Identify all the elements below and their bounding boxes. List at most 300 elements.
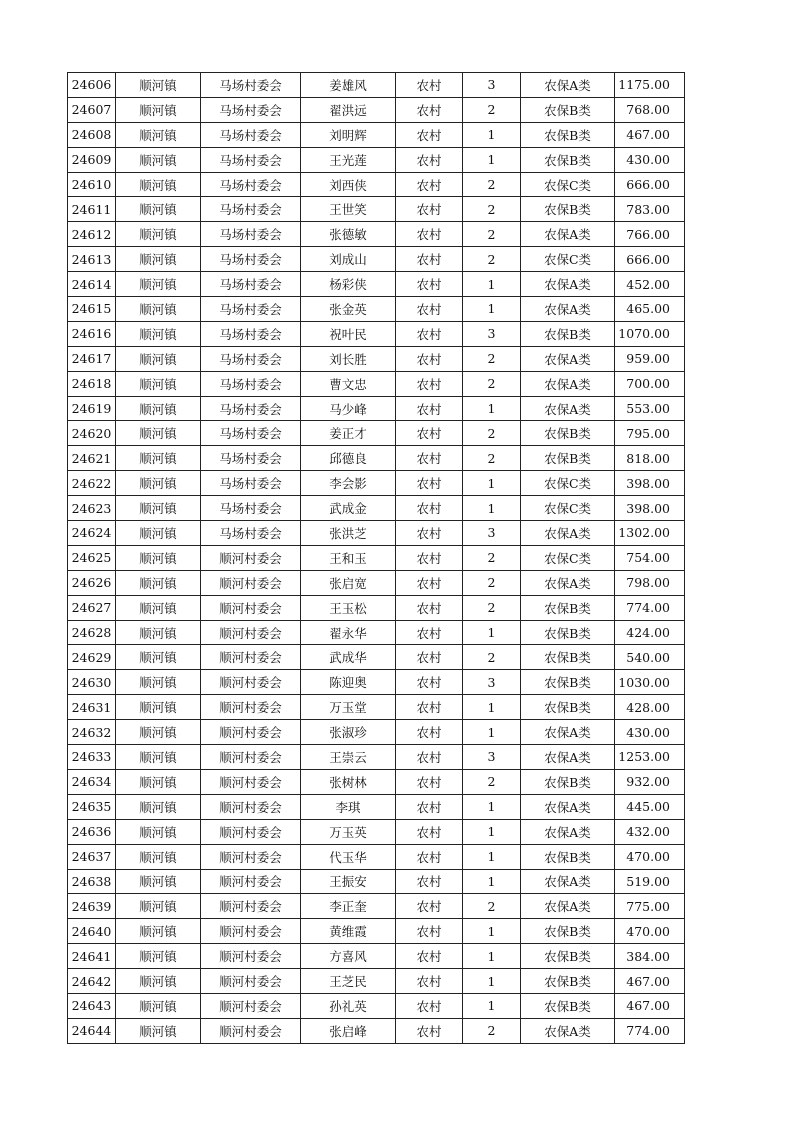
village-cell: 马场村委会: [201, 297, 301, 322]
amount-cell: 398.00: [615, 471, 685, 496]
name-cell: 杨彩侠: [301, 272, 396, 297]
amount-cell: 430.00: [615, 720, 685, 745]
town-cell: 顺河镇: [116, 321, 201, 346]
town-cell: 顺河镇: [116, 97, 201, 122]
name-cell: 刘长胜: [301, 346, 396, 371]
town-cell: 顺河镇: [116, 521, 201, 546]
row-id-cell: 24617: [68, 346, 116, 371]
area-type-cell: 农村: [396, 73, 463, 98]
household-size-cell: 1: [463, 844, 521, 869]
table-row: [68, 471, 685, 496]
amount-cell: 666.00: [615, 172, 685, 197]
amount-cell: 774.00: [615, 595, 685, 620]
category-cell: 农保C类: [521, 247, 615, 272]
area-type-cell: 农村: [396, 222, 463, 247]
amount-cell: 1030.00: [615, 670, 685, 695]
category-cell: 农保B类: [521, 670, 615, 695]
amount-cell: 553.00: [615, 396, 685, 421]
row-id-cell: 24637: [68, 844, 116, 869]
household-size-cell: 1: [463, 396, 521, 421]
amount-cell: 932.00: [615, 769, 685, 794]
table-row: [68, 944, 685, 969]
town-cell: 顺河镇: [116, 944, 201, 969]
category-cell: 农保A类: [521, 819, 615, 844]
table-row: [68, 620, 685, 645]
village-cell: 顺河村委会: [201, 844, 301, 869]
village-cell: 顺河村委会: [201, 869, 301, 894]
town-cell: 顺河镇: [116, 272, 201, 297]
category-cell: 农保A类: [521, 794, 615, 819]
area-type-cell: 农村: [396, 97, 463, 122]
town-cell: 顺河镇: [116, 197, 201, 222]
row-id-cell: 24644: [68, 1018, 116, 1043]
name-cell: 武成华: [301, 645, 396, 670]
category-cell: 农保B类: [521, 97, 615, 122]
amount-cell: 445.00: [615, 794, 685, 819]
village-cell: 马场村委会: [201, 396, 301, 421]
category-cell: 农保B类: [521, 645, 615, 670]
category-cell: 农保A类: [521, 73, 615, 98]
area-type-cell: 农村: [396, 969, 463, 994]
table-row: [68, 969, 685, 994]
table-row: [68, 720, 685, 745]
area-type-cell: 农村: [396, 247, 463, 272]
name-cell: 刘成山: [301, 247, 396, 272]
category-cell: 农保A类: [521, 869, 615, 894]
village-cell: 马场村委会: [201, 172, 301, 197]
row-id-cell: 24615: [68, 297, 116, 322]
name-cell: 代玉华: [301, 844, 396, 869]
category-cell: 农保C类: [521, 545, 615, 570]
household-size-cell: 1: [463, 919, 521, 944]
amount-cell: 1070.00: [615, 321, 685, 346]
table-row: [68, 869, 685, 894]
town-cell: 顺河镇: [116, 122, 201, 147]
village-cell: 顺河村委会: [201, 545, 301, 570]
table-row: [68, 794, 685, 819]
name-cell: 张树林: [301, 769, 396, 794]
town-cell: 顺河镇: [116, 247, 201, 272]
town-cell: 顺河镇: [116, 496, 201, 521]
area-type-cell: 农村: [396, 147, 463, 172]
village-cell: 马场村委会: [201, 421, 301, 446]
village-cell: 顺河村委会: [201, 794, 301, 819]
area-type-cell: 农村: [396, 346, 463, 371]
name-cell: 姜雄风: [301, 73, 396, 98]
area-type-cell: 农村: [396, 321, 463, 346]
household-size-cell: 2: [463, 172, 521, 197]
area-type-cell: 农村: [396, 794, 463, 819]
name-cell: 陈迎奥: [301, 670, 396, 695]
category-cell: 农保B类: [521, 620, 615, 645]
village-cell: 顺河村委会: [201, 745, 301, 770]
area-type-cell: 农村: [396, 297, 463, 322]
row-id-cell: 24625: [68, 545, 116, 570]
row-id-cell: 24609: [68, 147, 116, 172]
table-row: [68, 595, 685, 620]
table-row: [68, 819, 685, 844]
row-id-cell: 24641: [68, 944, 116, 969]
amount-cell: 540.00: [615, 645, 685, 670]
table-row: [68, 222, 685, 247]
village-cell: 马场村委会: [201, 272, 301, 297]
town-cell: 顺河镇: [116, 172, 201, 197]
category-cell: 农保B类: [521, 969, 615, 994]
area-type-cell: 农村: [396, 894, 463, 919]
area-type-cell: 农村: [396, 769, 463, 794]
area-type-cell: 农村: [396, 819, 463, 844]
row-id-cell: 24614: [68, 272, 116, 297]
town-cell: 顺河镇: [116, 545, 201, 570]
village-cell: 马场村委会: [201, 247, 301, 272]
category-cell: 农保B类: [521, 769, 615, 794]
name-cell: 武成金: [301, 496, 396, 521]
area-type-cell: 农村: [396, 695, 463, 720]
area-type-cell: 农村: [396, 993, 463, 1018]
row-id-cell: 24632: [68, 720, 116, 745]
amount-cell: 424.00: [615, 620, 685, 645]
category-cell: 农保B类: [521, 147, 615, 172]
name-cell: 刘明辉: [301, 122, 396, 147]
village-cell: 顺河村委会: [201, 819, 301, 844]
row-id-cell: 24638: [68, 869, 116, 894]
town-cell: 顺河镇: [116, 919, 201, 944]
table-row: [68, 645, 685, 670]
amount-cell: 775.00: [615, 894, 685, 919]
area-type-cell: 农村: [396, 869, 463, 894]
town-cell: 顺河镇: [116, 745, 201, 770]
village-cell: 马场村委会: [201, 446, 301, 471]
row-id-cell: 24642: [68, 969, 116, 994]
village-cell: 马场村委会: [201, 521, 301, 546]
area-type-cell: 农村: [396, 720, 463, 745]
amount-cell: 1302.00: [615, 521, 685, 546]
table-row: [68, 496, 685, 521]
category-cell: 农保B类: [521, 197, 615, 222]
table-row: [68, 396, 685, 421]
category-cell: 农保C类: [521, 172, 615, 197]
household-size-cell: 2: [463, 346, 521, 371]
row-id-cell: 24623: [68, 496, 116, 521]
category-cell: 农保A类: [521, 371, 615, 396]
town-cell: 顺河镇: [116, 993, 201, 1018]
village-cell: 顺河村委会: [201, 969, 301, 994]
amount-cell: 754.00: [615, 545, 685, 570]
town-cell: 顺河镇: [116, 446, 201, 471]
amount-cell: 798.00: [615, 570, 685, 595]
household-size-cell: 1: [463, 944, 521, 969]
area-type-cell: 农村: [396, 371, 463, 396]
area-type-cell: 农村: [396, 471, 463, 496]
row-id-cell: 24611: [68, 197, 116, 222]
household-size-cell: 1: [463, 496, 521, 521]
table-row: [68, 670, 685, 695]
amount-cell: 666.00: [615, 247, 685, 272]
amount-cell: 768.00: [615, 97, 685, 122]
name-cell: 王崇云: [301, 745, 396, 770]
village-cell: 马场村委会: [201, 496, 301, 521]
category-cell: 农保B类: [521, 421, 615, 446]
village-cell: 顺河村委会: [201, 695, 301, 720]
town-cell: 顺河镇: [116, 670, 201, 695]
household-size-cell: 2: [463, 894, 521, 919]
name-cell: 刘西侠: [301, 172, 396, 197]
area-type-cell: 农村: [396, 944, 463, 969]
household-size-cell: 2: [463, 595, 521, 620]
table-row: [68, 745, 685, 770]
name-cell: 张启峰: [301, 1018, 396, 1043]
household-size-cell: 3: [463, 73, 521, 98]
table-row: [68, 321, 685, 346]
row-id-cell: 24619: [68, 396, 116, 421]
row-id-cell: 24640: [68, 919, 116, 944]
category-cell: 农保B类: [521, 919, 615, 944]
town-cell: 顺河镇: [116, 570, 201, 595]
row-id-cell: 24616: [68, 321, 116, 346]
household-size-cell: 2: [463, 247, 521, 272]
village-cell: 顺河村委会: [201, 570, 301, 595]
category-cell: 农保A类: [521, 570, 615, 595]
category-cell: 农保A类: [521, 521, 615, 546]
row-id-cell: 24634: [68, 769, 116, 794]
name-cell: 王振安: [301, 869, 396, 894]
household-size-cell: 2: [463, 570, 521, 595]
row-id-cell: 24612: [68, 222, 116, 247]
amount-cell: 818.00: [615, 446, 685, 471]
amount-cell: 959.00: [615, 346, 685, 371]
category-cell: 农保B类: [521, 122, 615, 147]
row-id-cell: 24610: [68, 172, 116, 197]
village-cell: 顺河村委会: [201, 1018, 301, 1043]
area-type-cell: 农村: [396, 197, 463, 222]
household-size-cell: 1: [463, 695, 521, 720]
name-cell: 王玉松: [301, 595, 396, 620]
household-size-cell: 1: [463, 969, 521, 994]
town-cell: 顺河镇: [116, 969, 201, 994]
household-size-cell: 1: [463, 720, 521, 745]
town-cell: 顺河镇: [116, 819, 201, 844]
area-type-cell: 农村: [396, 272, 463, 297]
household-size-cell: 1: [463, 147, 521, 172]
village-cell: 顺河村委会: [201, 645, 301, 670]
household-size-cell: 3: [463, 745, 521, 770]
amount-cell: 700.00: [615, 371, 685, 396]
household-size-cell: 2: [463, 197, 521, 222]
name-cell: 邱德良: [301, 446, 396, 471]
area-type-cell: 农村: [396, 496, 463, 521]
amount-cell: 430.00: [615, 147, 685, 172]
household-size-cell: 1: [463, 620, 521, 645]
amount-cell: 398.00: [615, 496, 685, 521]
name-cell: 张金英: [301, 297, 396, 322]
category-cell: 农保A类: [521, 222, 615, 247]
table-row: [68, 97, 685, 122]
amount-cell: 428.00: [615, 695, 685, 720]
amount-cell: 467.00: [615, 122, 685, 147]
area-type-cell: 农村: [396, 620, 463, 645]
category-cell: 农保C类: [521, 496, 615, 521]
name-cell: 翟永华: [301, 620, 396, 645]
name-cell: 张淑珍: [301, 720, 396, 745]
village-cell: 马场村委会: [201, 346, 301, 371]
household-size-cell: 1: [463, 993, 521, 1018]
row-id-cell: 24618: [68, 371, 116, 396]
town-cell: 顺河镇: [116, 620, 201, 645]
category-cell: 农保B类: [521, 595, 615, 620]
row-id-cell: 24621: [68, 446, 116, 471]
household-size-cell: 3: [463, 670, 521, 695]
table-row: [68, 993, 685, 1018]
table-row: [68, 172, 685, 197]
village-cell: 顺河村委会: [201, 894, 301, 919]
table-row: [68, 894, 685, 919]
area-type-cell: 农村: [396, 1018, 463, 1043]
town-cell: 顺河镇: [116, 844, 201, 869]
name-cell: 王世笑: [301, 197, 396, 222]
data-table: [67, 72, 685, 1044]
name-cell: 孙礼英: [301, 993, 396, 1018]
table-row: [68, 446, 685, 471]
household-size-cell: 1: [463, 819, 521, 844]
village-cell: 马场村委会: [201, 147, 301, 172]
household-size-cell: 1: [463, 297, 521, 322]
area-type-cell: 农村: [396, 521, 463, 546]
row-id-cell: 24607: [68, 97, 116, 122]
table-row: [68, 769, 685, 794]
table-row: [68, 570, 685, 595]
household-size-cell: 2: [463, 371, 521, 396]
name-cell: 万玉堂: [301, 695, 396, 720]
row-id-cell: 24639: [68, 894, 116, 919]
table-row: [68, 844, 685, 869]
town-cell: 顺河镇: [116, 769, 201, 794]
row-id-cell: 24608: [68, 122, 116, 147]
household-size-cell: 2: [463, 769, 521, 794]
village-cell: 顺河村委会: [201, 944, 301, 969]
town-cell: 顺河镇: [116, 471, 201, 496]
household-size-cell: 2: [463, 97, 521, 122]
village-cell: 顺河村委会: [201, 670, 301, 695]
town-cell: 顺河镇: [116, 371, 201, 396]
household-size-cell: 2: [463, 222, 521, 247]
category-cell: 农保A类: [521, 396, 615, 421]
town-cell: 顺河镇: [116, 695, 201, 720]
town-cell: 顺河镇: [116, 595, 201, 620]
category-cell: 农保B类: [521, 446, 615, 471]
name-cell: 方喜风: [301, 944, 396, 969]
name-cell: 曹文忠: [301, 371, 396, 396]
village-cell: 顺河村委会: [201, 993, 301, 1018]
town-cell: 顺河镇: [116, 147, 201, 172]
amount-cell: 467.00: [615, 993, 685, 1018]
name-cell: 祝叶民: [301, 321, 396, 346]
name-cell: 李正奎: [301, 894, 396, 919]
table-row: [68, 147, 685, 172]
amount-cell: 795.00: [615, 421, 685, 446]
row-id-cell: 24628: [68, 620, 116, 645]
category-cell: 农保A类: [521, 272, 615, 297]
table-row: [68, 297, 685, 322]
household-size-cell: 2: [463, 645, 521, 670]
table-row: [68, 1018, 685, 1043]
amount-cell: 766.00: [615, 222, 685, 247]
amount-cell: 384.00: [615, 944, 685, 969]
category-cell: 农保A类: [521, 745, 615, 770]
town-cell: 顺河镇: [116, 1018, 201, 1043]
area-type-cell: 农村: [396, 844, 463, 869]
town-cell: 顺河镇: [116, 297, 201, 322]
household-size-cell: 1: [463, 869, 521, 894]
category-cell: 农保B类: [521, 844, 615, 869]
row-id-cell: 24635: [68, 794, 116, 819]
row-id-cell: 24622: [68, 471, 116, 496]
table-row: [68, 371, 685, 396]
table-row: [68, 919, 685, 944]
amount-cell: 519.00: [615, 869, 685, 894]
household-size-cell: 2: [463, 421, 521, 446]
amount-cell: 470.00: [615, 844, 685, 869]
village-cell: 马场村委会: [201, 73, 301, 98]
village-cell: 顺河村委会: [201, 720, 301, 745]
area-type-cell: 农村: [396, 421, 463, 446]
amount-cell: 467.00: [615, 969, 685, 994]
category-cell: 农保A类: [521, 720, 615, 745]
category-cell: 农保B类: [521, 944, 615, 969]
area-type-cell: 农村: [396, 396, 463, 421]
village-cell: 马场村委会: [201, 222, 301, 247]
category-cell: 农保C类: [521, 471, 615, 496]
row-id-cell: 24630: [68, 670, 116, 695]
amount-cell: 1175.00: [615, 73, 685, 98]
name-cell: 王光莲: [301, 147, 396, 172]
household-size-cell: 3: [463, 321, 521, 346]
row-id-cell: 24620: [68, 421, 116, 446]
name-cell: 马少峰: [301, 396, 396, 421]
village-cell: 顺河村委会: [201, 620, 301, 645]
village-cell: 马场村委会: [201, 97, 301, 122]
village-cell: 顺河村委会: [201, 769, 301, 794]
row-id-cell: 24629: [68, 645, 116, 670]
row-id-cell: 24606: [68, 73, 116, 98]
category-cell: 农保B类: [521, 695, 615, 720]
household-size-cell: 1: [463, 272, 521, 297]
table-row: [68, 197, 685, 222]
village-cell: 马场村委会: [201, 321, 301, 346]
village-cell: 马场村委会: [201, 122, 301, 147]
name-cell: 张启宽: [301, 570, 396, 595]
household-size-cell: 1: [463, 794, 521, 819]
amount-cell: 1253.00: [615, 745, 685, 770]
table-row: [68, 272, 685, 297]
area-type-cell: 农村: [396, 745, 463, 770]
area-type-cell: 农村: [396, 446, 463, 471]
name-cell: 李会影: [301, 471, 396, 496]
area-type-cell: 农村: [396, 122, 463, 147]
amount-cell: 783.00: [615, 197, 685, 222]
row-id-cell: 24624: [68, 521, 116, 546]
table-row: [68, 545, 685, 570]
name-cell: 王和玉: [301, 545, 396, 570]
town-cell: 顺河镇: [116, 421, 201, 446]
town-cell: 顺河镇: [116, 720, 201, 745]
area-type-cell: 农村: [396, 919, 463, 944]
table-row: [68, 421, 685, 446]
town-cell: 顺河镇: [116, 869, 201, 894]
area-type-cell: 农村: [396, 570, 463, 595]
category-cell: 农保B类: [521, 993, 615, 1018]
table-row: [68, 521, 685, 546]
village-cell: 顺河村委会: [201, 919, 301, 944]
